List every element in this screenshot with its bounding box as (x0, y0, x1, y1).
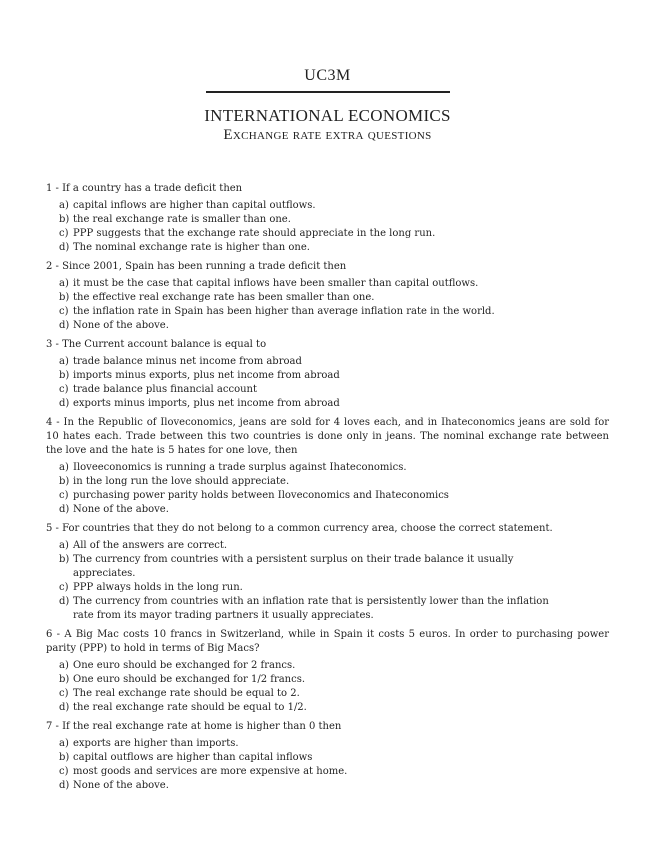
answer-option (59, 737, 609, 751)
option-text: None of the above. (73, 504, 169, 515)
option-text: trade balance minus net income from abroad (73, 356, 302, 367)
answer-option (59, 291, 609, 305)
option-label: c) (59, 306, 69, 317)
option-label: a) (59, 540, 69, 551)
answer-options (46, 539, 609, 623)
option-label: d) (59, 398, 70, 409)
title-rule (206, 91, 450, 93)
question-list (46, 182, 609, 798)
option-text: trade balance plus financial account (73, 384, 258, 395)
option-text: purchasing power parity holds between Iloveconomics and Ihateconomics (73, 490, 449, 501)
option-text: exports minus imports, plus net income from abroad (73, 398, 340, 409)
option-label: a) (59, 200, 69, 211)
question-4 (46, 416, 609, 517)
option-label: d) (59, 702, 70, 713)
answer-option (59, 305, 609, 319)
option-label: a) (59, 462, 69, 473)
answer-option (59, 489, 609, 503)
answer-option (59, 355, 609, 369)
answer-option (59, 199, 609, 213)
answer-options (46, 199, 609, 255)
option-label: b) (59, 292, 70, 303)
option-text: most goods and services are more expensive at home. (73, 766, 348, 777)
option-label: a) (59, 660, 69, 671)
answer-option (59, 369, 609, 383)
option-text: One euro should be exchanged for 1/2 francs. (73, 674, 306, 685)
question-7 (46, 720, 609, 793)
option-label: b) (59, 554, 70, 565)
question-text: 4 - In the Republic of Iloveconomics, jeans are sold for 4 loves each, and in Ihateconomics jeans are sold for 10 hates each. Trade between this two countries is done only in jeans. The nominal exchange rate between the love and the hate is 5 hates for one love, then (46, 417, 609, 456)
answer-options (46, 659, 609, 715)
option-label: c) (59, 384, 69, 395)
answer-options (46, 355, 609, 411)
option-label: d) (59, 320, 70, 331)
answer-option (59, 539, 609, 553)
option-text: None of the above. (73, 780, 169, 791)
answer-option (59, 673, 609, 687)
question-text: 5 - For countries that they do not belong to a common currency area, choose the correct statement. (46, 523, 553, 534)
option-label: d) (59, 504, 70, 515)
answer-option (59, 397, 609, 411)
option-text: exports are higher than imports. (73, 738, 239, 749)
document-subtitle: Exchange rate extra questions (223, 127, 432, 143)
question-text: 2 - Since 2001, Spain has been running a trade deficit then (46, 261, 347, 272)
question-5 (46, 522, 609, 623)
option-label: b) (59, 674, 70, 685)
option-label: c) (59, 582, 69, 593)
institution-name: UC3M (304, 67, 351, 84)
option-label: c) (59, 766, 69, 777)
option-text: it must be the case that capital inflows have been smaller than capital outflows. (73, 278, 479, 289)
option-text: in the long run the love should appreciate. (73, 476, 290, 487)
answer-options (46, 461, 609, 517)
answer-option (59, 461, 609, 475)
option-label: a) (59, 278, 69, 289)
course-title: INTERNATIONAL ECONOMICS (204, 106, 451, 125)
answer-option (59, 227, 609, 241)
option-label: b) (59, 476, 70, 487)
option-text: Iloveeconomics is running a trade surplus against Ihateconomics. (73, 462, 407, 473)
answer-option (59, 503, 609, 517)
answer-option (59, 277, 609, 291)
answer-option (59, 319, 609, 333)
option-text: the real exchange rate is smaller than one. (73, 214, 291, 225)
answer-option (59, 475, 609, 489)
option-text: capital outflows are higher than capital inflows (73, 752, 313, 763)
option-text: The real exchange rate should be equal to 2. (73, 688, 300, 699)
option-text: All of the answers are correct. (73, 540, 228, 551)
option-label: a) (59, 738, 69, 749)
question-1 (46, 182, 609, 255)
option-label: c) (59, 490, 69, 501)
option-label: a) (59, 356, 69, 367)
option-text: the inflation rate in Spain has been higher than average inflation rate in the world. (73, 306, 495, 317)
answer-option (59, 241, 609, 255)
option-label: b) (59, 214, 70, 225)
answer-option (59, 595, 609, 623)
question-text: 7 - If the real exchange rate at home is higher than 0 then (46, 721, 342, 732)
answer-option (59, 581, 609, 595)
option-text: PPP always holds in the long run. (73, 582, 243, 593)
question-text: 1 - If a country has a trade deficit then (46, 183, 243, 194)
question-6 (46, 628, 609, 715)
answer-options (46, 277, 609, 333)
question-text: 6 - A Big Mac costs 10 francs in Switzerland, while in Spain it costs 5 euros. In order to purchasing power parity (PPP) to hold in terms of Big Macs? (46, 629, 609, 654)
option-text: the real exchange rate should be equal to 1/2. (73, 702, 307, 713)
option-label: b) (59, 752, 70, 763)
answer-option (59, 701, 609, 715)
option-label: d) (59, 242, 70, 253)
answer-option (59, 687, 609, 701)
option-text: The currency from countries with a persistent surplus on their trade balance it usually appreciates. (73, 554, 514, 579)
option-text: None of the above. (73, 320, 169, 331)
answer-option (59, 659, 609, 673)
answer-option (59, 213, 609, 227)
option-text: The nominal exchange rate is higher than one. (73, 242, 310, 253)
answer-option (59, 779, 609, 793)
option-text: PPP suggests that the exchange rate should appreciate in the long run. (73, 228, 436, 239)
question-3 (46, 338, 609, 411)
question-text: 3 - The Current account balance is equal to (46, 339, 267, 350)
option-text: capital inflows are higher than capital outflows. (73, 200, 316, 211)
option-text: One euro should be exchanged for 2 francs. (73, 660, 296, 671)
option-label: d) (59, 780, 70, 791)
answer-options (46, 737, 609, 793)
option-text: The currency from countries with an inflation rate that is persistently lower than the inflation rate from its mayor trading partners it usually appreciates. (73, 596, 549, 621)
document-header (0, 66, 655, 144)
option-text: the effective real exchange rate has been smaller than one. (73, 292, 375, 303)
answer-option (59, 553, 609, 581)
option-label: c) (59, 228, 69, 239)
option-label: b) (59, 370, 70, 381)
option-label: c) (59, 688, 69, 699)
answer-option (59, 765, 609, 779)
option-text: imports minus exports, plus net income from abroad (73, 370, 340, 381)
answer-option (59, 383, 609, 397)
option-label: d) (59, 596, 70, 607)
answer-option (59, 751, 609, 765)
question-2 (46, 260, 609, 333)
